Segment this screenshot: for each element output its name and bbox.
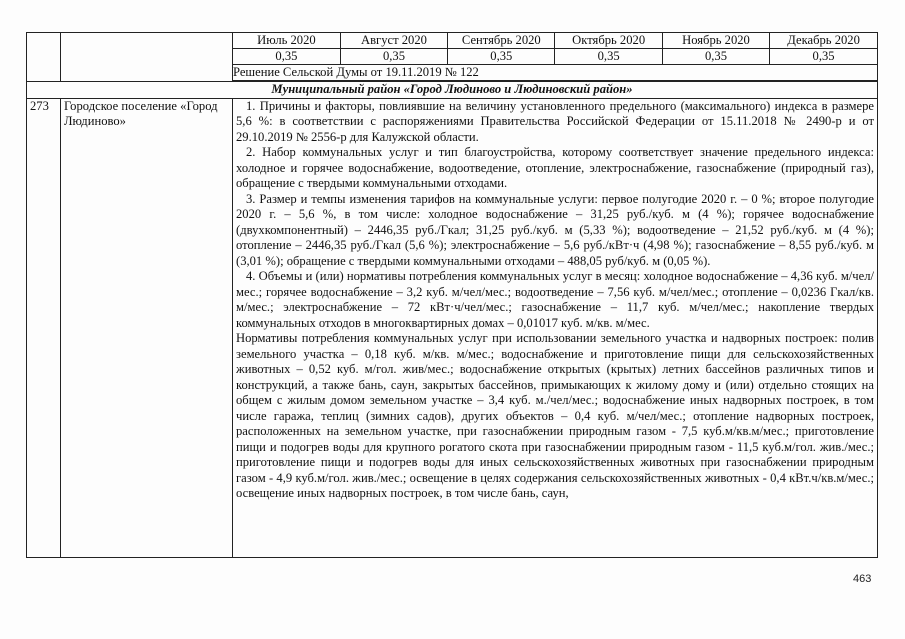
month-header: Декабрь 2020 [770, 33, 877, 49]
month-value: 0,35 [448, 49, 555, 65]
paragraph: 3. Размер и темпы изменения тарифов на коммунальные услуги: первое полугодие 2020 г. – 0 %; второе полугодие 2020 г. – 5,6 %, в том числе: холодное водоснабжение – 31,25 руб./куб. м (4 %); горячее водоснабжение (двухкомпонентный) – 2446,35 руб./Гкал; 31,25 руб./куб. м (5,33 %); водоотведение – 21,52 руб./куб. м (4 %); отопление – 2446,35 руб./Гкал (5,6 %); электроснабжение – 5,6 руб./кВт·ч (4,98 %); газоснабжение – 8,55 руб./куб. м (3,01 %); обращение с твердыми коммунальными отходами – 488,05 руб/куб. м (0,05 %). [236, 191, 874, 268]
settlement-name: Городское поселение «Город Людиново» [61, 98, 233, 558]
months-cell [233, 33, 878, 82]
decision-text: Решение Сельской Думы от 19.11.2019 № 122 [233, 65, 877, 81]
page-number: 463 [853, 573, 872, 585]
month-header: Ноябрь 2020 [662, 33, 769, 49]
empty-number-cell [27, 33, 61, 82]
month-value: 0,35 [340, 49, 447, 65]
tariff-table [26, 32, 878, 558]
months-value-row [233, 49, 877, 65]
row-description [233, 98, 878, 558]
month-value: 0,35 [770, 49, 877, 65]
month-header: Октябрь 2020 [555, 33, 662, 49]
table-row [27, 98, 878, 558]
district-heading: Муниципальный район «Город Людиново и Людиновский район» [27, 82, 878, 99]
month-value: 0,35 [555, 49, 662, 65]
district-row [27, 82, 878, 99]
paragraph: 2. Набор коммунальных услуг и тип благоустройства, которому соответствует значение предельного индекса: холодное и горячее водоснабжение, водоотведение, отопление, электроснабжение, газоснабжение (природный газ), обращение с твердыми коммунальными отходами. [236, 145, 874, 190]
paragraph: Нормативы потребления коммунальных услуг при использовании земельного участка и надворных построек: полив земельного участка – 0,18 куб. м/кв. м/мес.; водоснабжение и приготовление пищи для сельскохозяйственных животных – 0,52 куб. м/гол. жив/мес.; водоснабжение открытых (крытых) летних бассейнов различных типов и конструкций, а также бань, саун, закрытых бассейнов, примыкающих к жилому дому и (или) отдельно стоящих на общем с жилым домом земельном участке – 3,4 куб. м./чел/мес.; водоснабжение иных надворных построек, в том числе гаража, теплиц (зимних садов), других объектов – 0,4 куб. м/чел/мес.; отопление надворных построек, расположенных на земельном участке, при газоснабжении природным газом - 7,5 куб.м/кв.м/мес.; приготовление пищи и подогрев воды для крупного рогатого скота при газоснабжении природным газом - 11,5 куб.м/гол. жив./мес.; приготовление пищи и подогрев воды для иных сельскохозяйственных животных при газоснабжении природным газом - 4,9 куб.м/гол. жив./мес.; освещение в целях содержания сельскохозяйственных животных - 0,4 кВт.ч/кв.м/мес.; освещение иных надворных построек, в том числе бань, саун, [236, 331, 874, 500]
empty-name-cell [61, 33, 233, 82]
month-header: Август 2020 [340, 33, 447, 49]
month-value: 0,35 [233, 49, 340, 65]
continued-paragraph-wrap [236, 331, 874, 557]
row-number: 273 [27, 98, 61, 558]
months-header-row [233, 33, 877, 49]
months-row [27, 33, 878, 82]
month-header: Июль 2020 [233, 33, 340, 49]
month-value: 0,35 [662, 49, 769, 65]
months-table [233, 33, 877, 81]
month-header: Сентябрь 2020 [448, 33, 555, 49]
paragraph: 1. Причины и факторы, повлиявшие на величину установленного предельного (максимального) индекса в размере 5,6 %: в соответствии с распоряжениями Правительства Российской Федерации от 15.11.2018 № 2490-р и от 29.10.2019 № 2556-р для Калужской области. [236, 98, 874, 144]
decision-row [233, 65, 877, 81]
paragraph: 4. Объемы и (или) нормативы потребления коммунальных услуг в месяц: холодное водоснабжение – 4,36 куб. м/чел/мес.; горячее водоснабжение – 3,2 куб. м/чел/мес.; водоотведение – 7,56 куб. м/чел/мес.; отопление – 0,0236 Гкал/кв. м/мес.; электроснабжение – 72 кВт·ч/чел/мес.; газоснабжение – 11,7 куб. м/чел/мес.; накопление твердых коммунальных отходов в многоквартирных домах – 0,01017 куб. м/кв. м/мес. [236, 269, 874, 330]
